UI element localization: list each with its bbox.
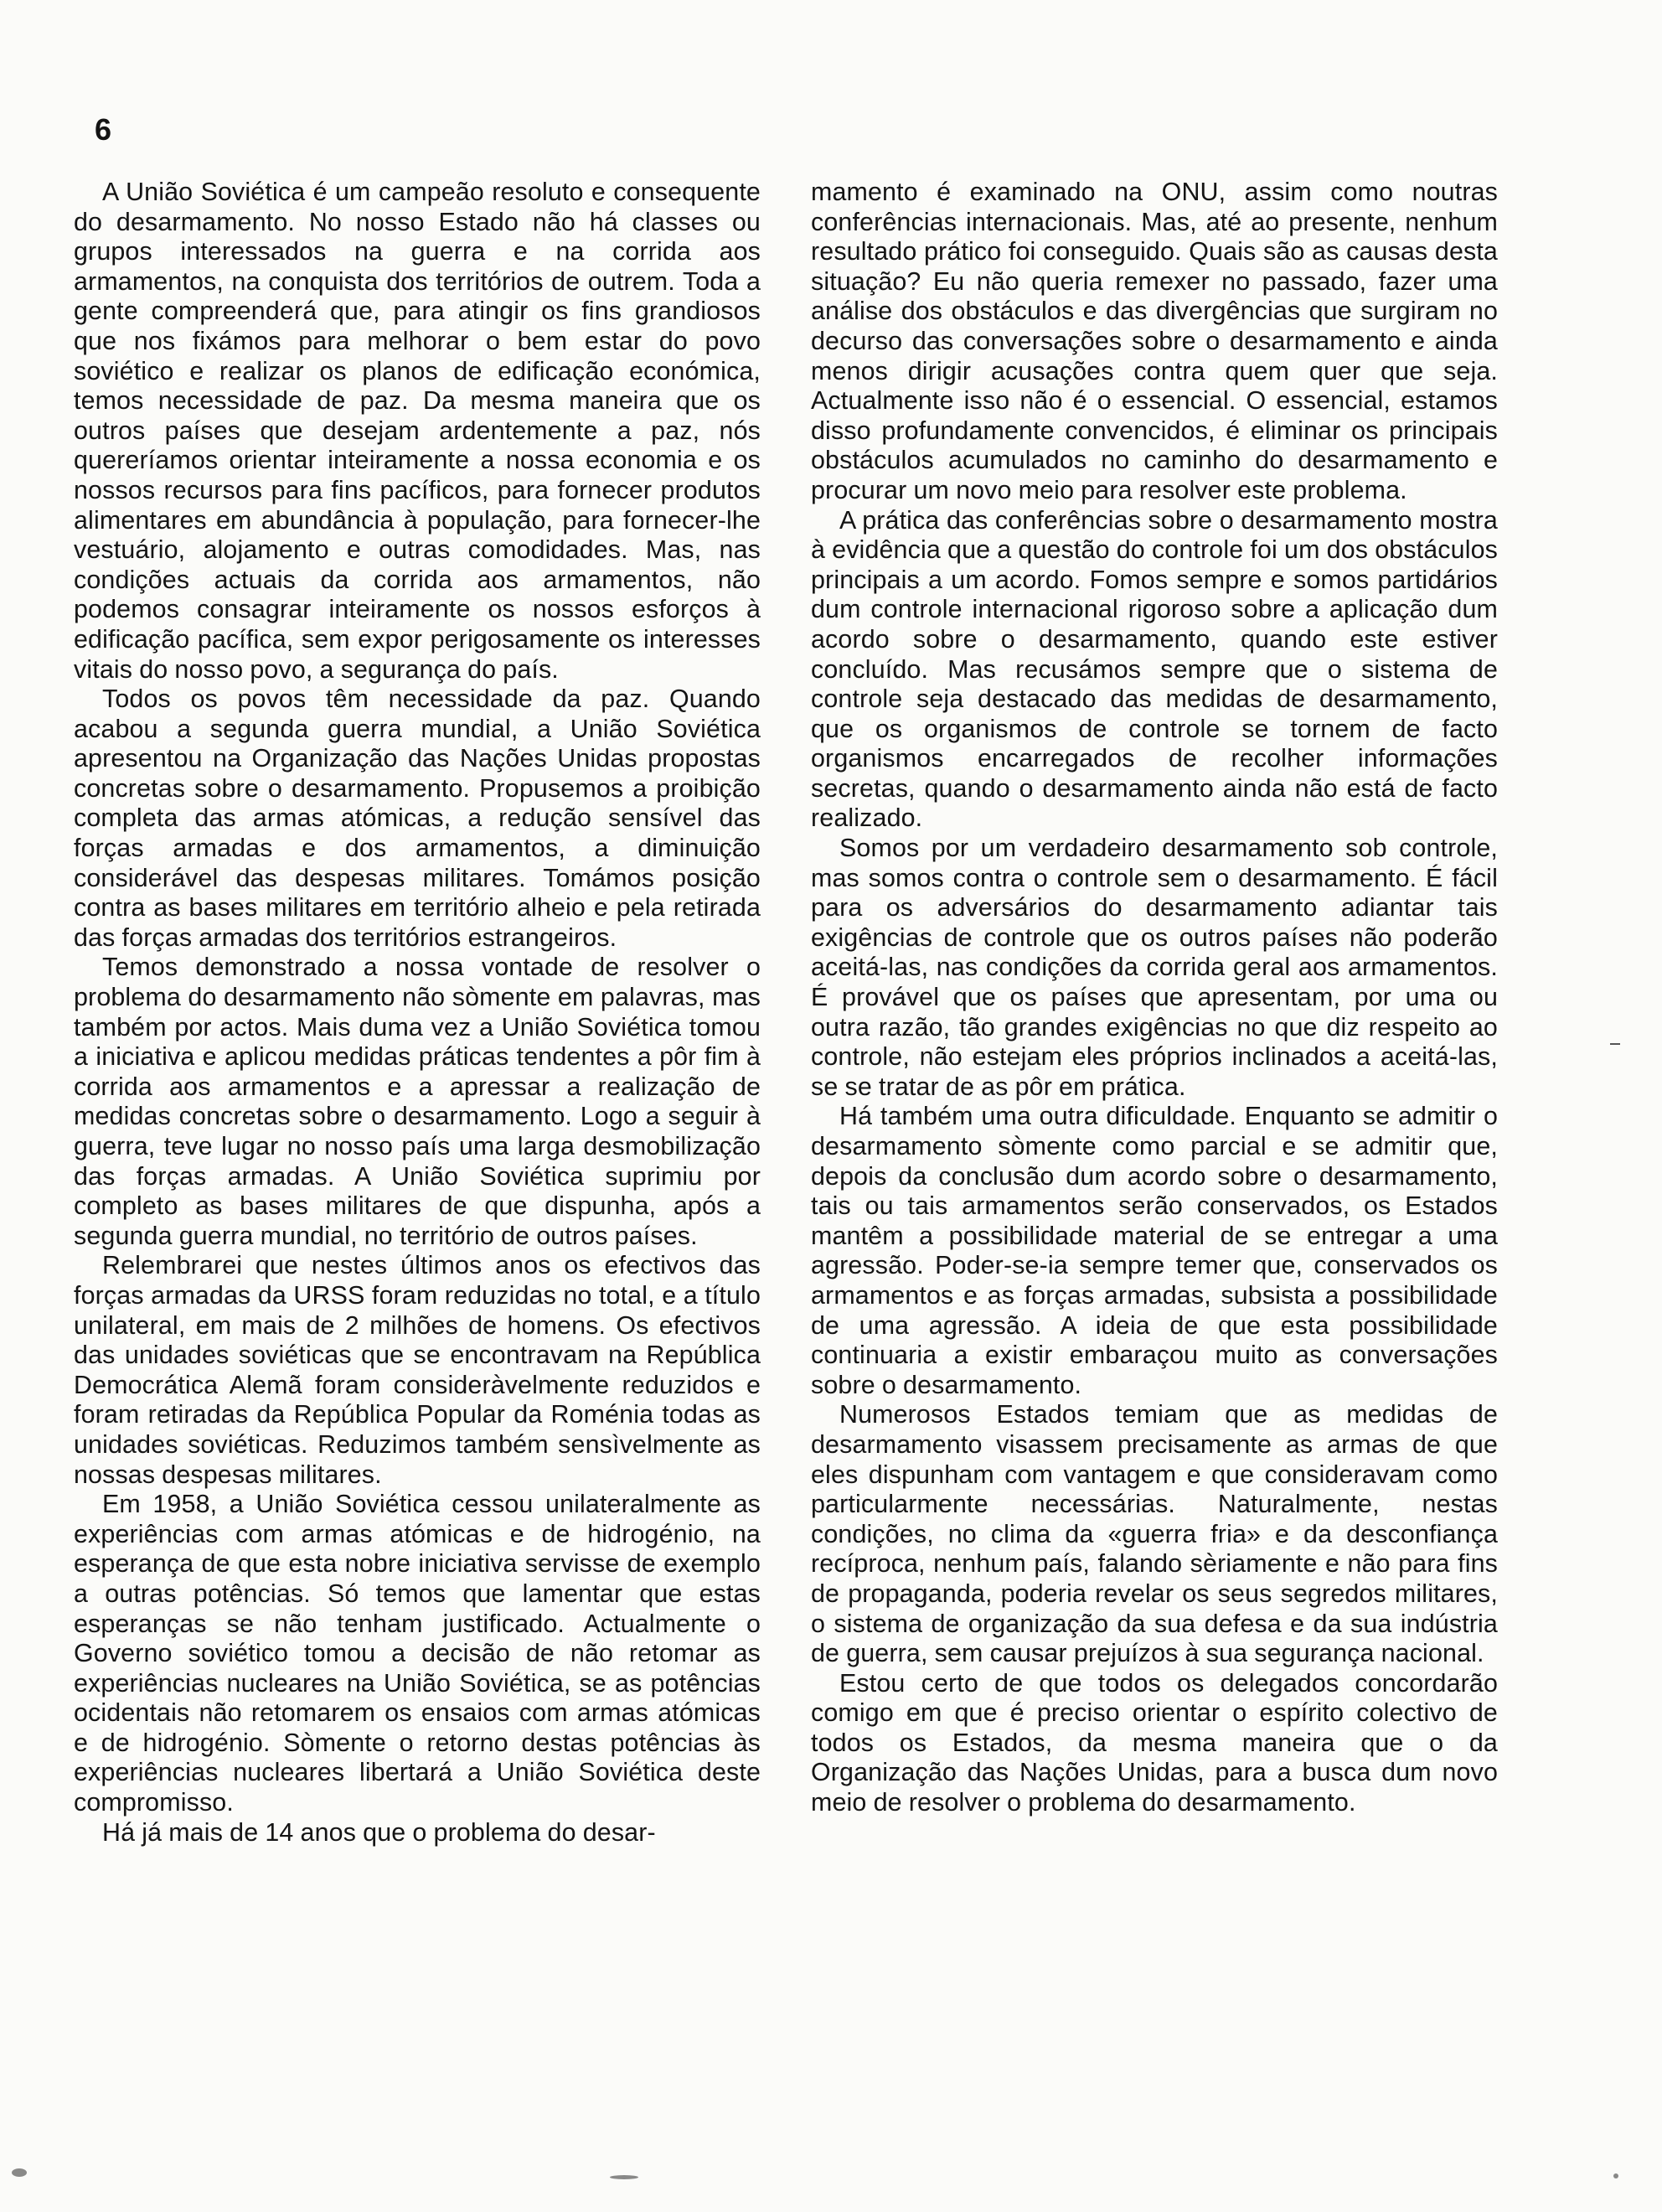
paper-speck	[610, 2175, 638, 2179]
page-number: 6	[95, 112, 112, 147]
paragraph: A prática das conferências sobre o desarmamento mostra à evidência que a questão do controle foi um dos obstáculos principais a um acordo. Fomos sempre e somos partidários dum controle internacional rigoroso sobre a aplicação dum acordo sobre o desarmamento, quando este estiver concluído. Mas recusámos sempre que o sistema de controle seja destacado das medidas de desarmamento, que os organismos de controle se tornem de facto organismos encarregados de recolher informações secretas, quando o desarmamento ainda não está de facto realizado.	[811, 505, 1498, 833]
paragraph: Estou certo de que todos os delegados concordarão comigo em que é preciso orientar o espírito colectivo de todos os Estados, da mesma maneira que o da Organização das Nações Unidas, para a busca dum novo meio de resolver o problema do desarmamento.	[811, 1668, 1498, 1817]
paragraph: Todos os povos têm necessidade da paz. Quando acabou a segunda guerra mundial, a União Soviética apresentou na Organização das Nações Unidas propostas concretas sobre o desarmamento. Propusemos a proibição completa das armas atómicas, a redução sensível das forças armadas e dos armamentos, a diminuição considerável das despesas militares. Tomámos posição contra as bases militares em território alheio e pela retirada das forças armadas dos territórios estrangeiros.	[74, 685, 761, 952]
paragraph: Em 1958, a União Soviética cessou unilateralmente as experiências com armas atómicas e de hidrogénio, na esperança de que esta nobre iniciativa servisse de exemplo a outras potências. Só temos que lamentar que estas esperanças se não tenham justificado. Actualmente o Governo soviético tomou a decisão de não retomar as experiências nucleares na União Soviética, se as potências ocidentais não retomarem os ensaios com armas atómicas e de hidrogénio. Sòmente o retorno destas potências às experiências nucleares libertará a União Soviética deste compromisso.	[74, 1490, 761, 1817]
paragraph: Somos por um verdadeiro desarmamento sob controle, mas somos contra o controle sem o desarmamento. É fácil para os adversários do desarmamento adiantar tais exigências de controle que os outros países não poderão aceitá-las, nas condições da corrida geral aos armamentos. É provável que os países que apresentam, por uma ou outra razão, tão grandes exigências no que diz respeito ao controle, não estejam eles próprios inclinados a aceitá-las, se se tratar de as pôr em prática.	[811, 834, 1498, 1101]
paragraph: Relembrarei que nestes últimos anos os efectivos das forças armadas da URSS foram reduzidas no total, e a título unilateral, em mais de 2 milhões de homens. Os efectivos das unidades soviéticas que se encontravam na República Democrática Alemã foram consideràvelmente reduzidos e foram retiradas da República Popular da Roménia todas as unidades soviéticas. Reduzimos também sensìvelmente as nossas despesas militares.	[74, 1251, 761, 1489]
paper-speck	[1613, 2173, 1618, 2178]
margin-mark	[1610, 1043, 1620, 1045]
paragraph: A União Soviética é um campeão resoluto e consequente do desarmamento. No nosso Estado não há classes ou grupos interessados na guerra e na corrida aos armamentos, na conquista dos territórios de outrem. Toda a gente compreenderá que, para atingir os fins grandiosos que nos fixámos para melhorar o bem estar do povo soviético e realizar os planos de edificação económica, temos necessidade de paz. Da mesma maneira que os outros países que desejam ardentemente a paz, nós quereríamos orientar inteiramente a nossa economia e os nossos recursos para fins pacíficos, para fornecer produtos alimentares em abundância à população, para fornecer-lhe vestuário, alojamento e outras comodidades. Mas, nas condições actuais da corrida aos armamentos, não podemos consagrar inteiramente os nossos esforços à edificação pacífica, sem expor perigosamente os interesses vitais do nosso povo, a segurança do país.	[74, 178, 761, 684]
paper-speck	[12, 2168, 27, 2177]
right-column	[811, 178, 1498, 1818]
paragraph: mamento é examinado na ONU, assim como noutras conferências internacionais. Mas, até ao presente, nenhum resultado prático foi conseguido. Quais são as causas desta situação? Eu não queria remexer no passado, fazer uma análise dos obstáculos e das divergências que surgiram no decurso das conversações sobre o desarmamento e ainda menos dirigir acusações contra quem quer que seja. Actualmente isso não é o essencial. O essencial, estamos disso profundamente convencidos, é eliminar os principais obstáculos acumulados no caminho do desarmamento e procurar um novo meio para resolver este problema.	[811, 178, 1498, 504]
paragraph: Há já mais de 14 anos que o problema do desar-	[102, 1817, 656, 1847]
paragraph: Há também uma outra dificuldade. Enquanto se admitir o desarmamento sòmente como parcial e se admitir que, depois da conclusão dum acordo sobre o desarmamento, tais ou tais armamentos serão conservados, os Estados mantêm a possibilidade material de se entregar a uma agressão. Poder-se-ia sempre temer que, conservados os armamentos e as forças armadas, subsista a possibilidade de uma agressão. A ideia de que esta possibilidade continuaria a existir embaraçou muito as conversações sobre o desarmamento.	[811, 1102, 1498, 1399]
paragraph: Numerosos Estados temiam que as medidas de desarmamento visassem precisamente as armas de que eles dispunham com vantagem e que consideravam como particularmente necessárias. Naturalmente, nestas condições, no clima da «guerra fria» e da desconfiança recíproca, nenhum país, falando sèriamente e não para fins de propaganda, poderia revelar os seus segredos militares, o sistema de organização da sua defesa e da sua indústria de guerra, sem causar prejuízos à sua segurança nacional.	[811, 1400, 1498, 1668]
paragraph: Temos demonstrado a nossa vontade de resolver o problema do desarmamento não sòmente em palavras, mas também por actos. Mais duma vez a União Soviética tomou a iniciativa e aplicou medidas práticas tendentes a pôr fim à corrida aos armamentos e a apressar a realização de medidas concretas sobre o desarmamento. Logo a seguir à guerra, teve lugar no nosso país uma larga desmobilização das forças armadas. A União Soviética suprimiu por completo as bases militares de que dispunha, após a segunda guerra mundial, no território de outros países.	[74, 953, 761, 1250]
left-column	[74, 178, 761, 1848]
